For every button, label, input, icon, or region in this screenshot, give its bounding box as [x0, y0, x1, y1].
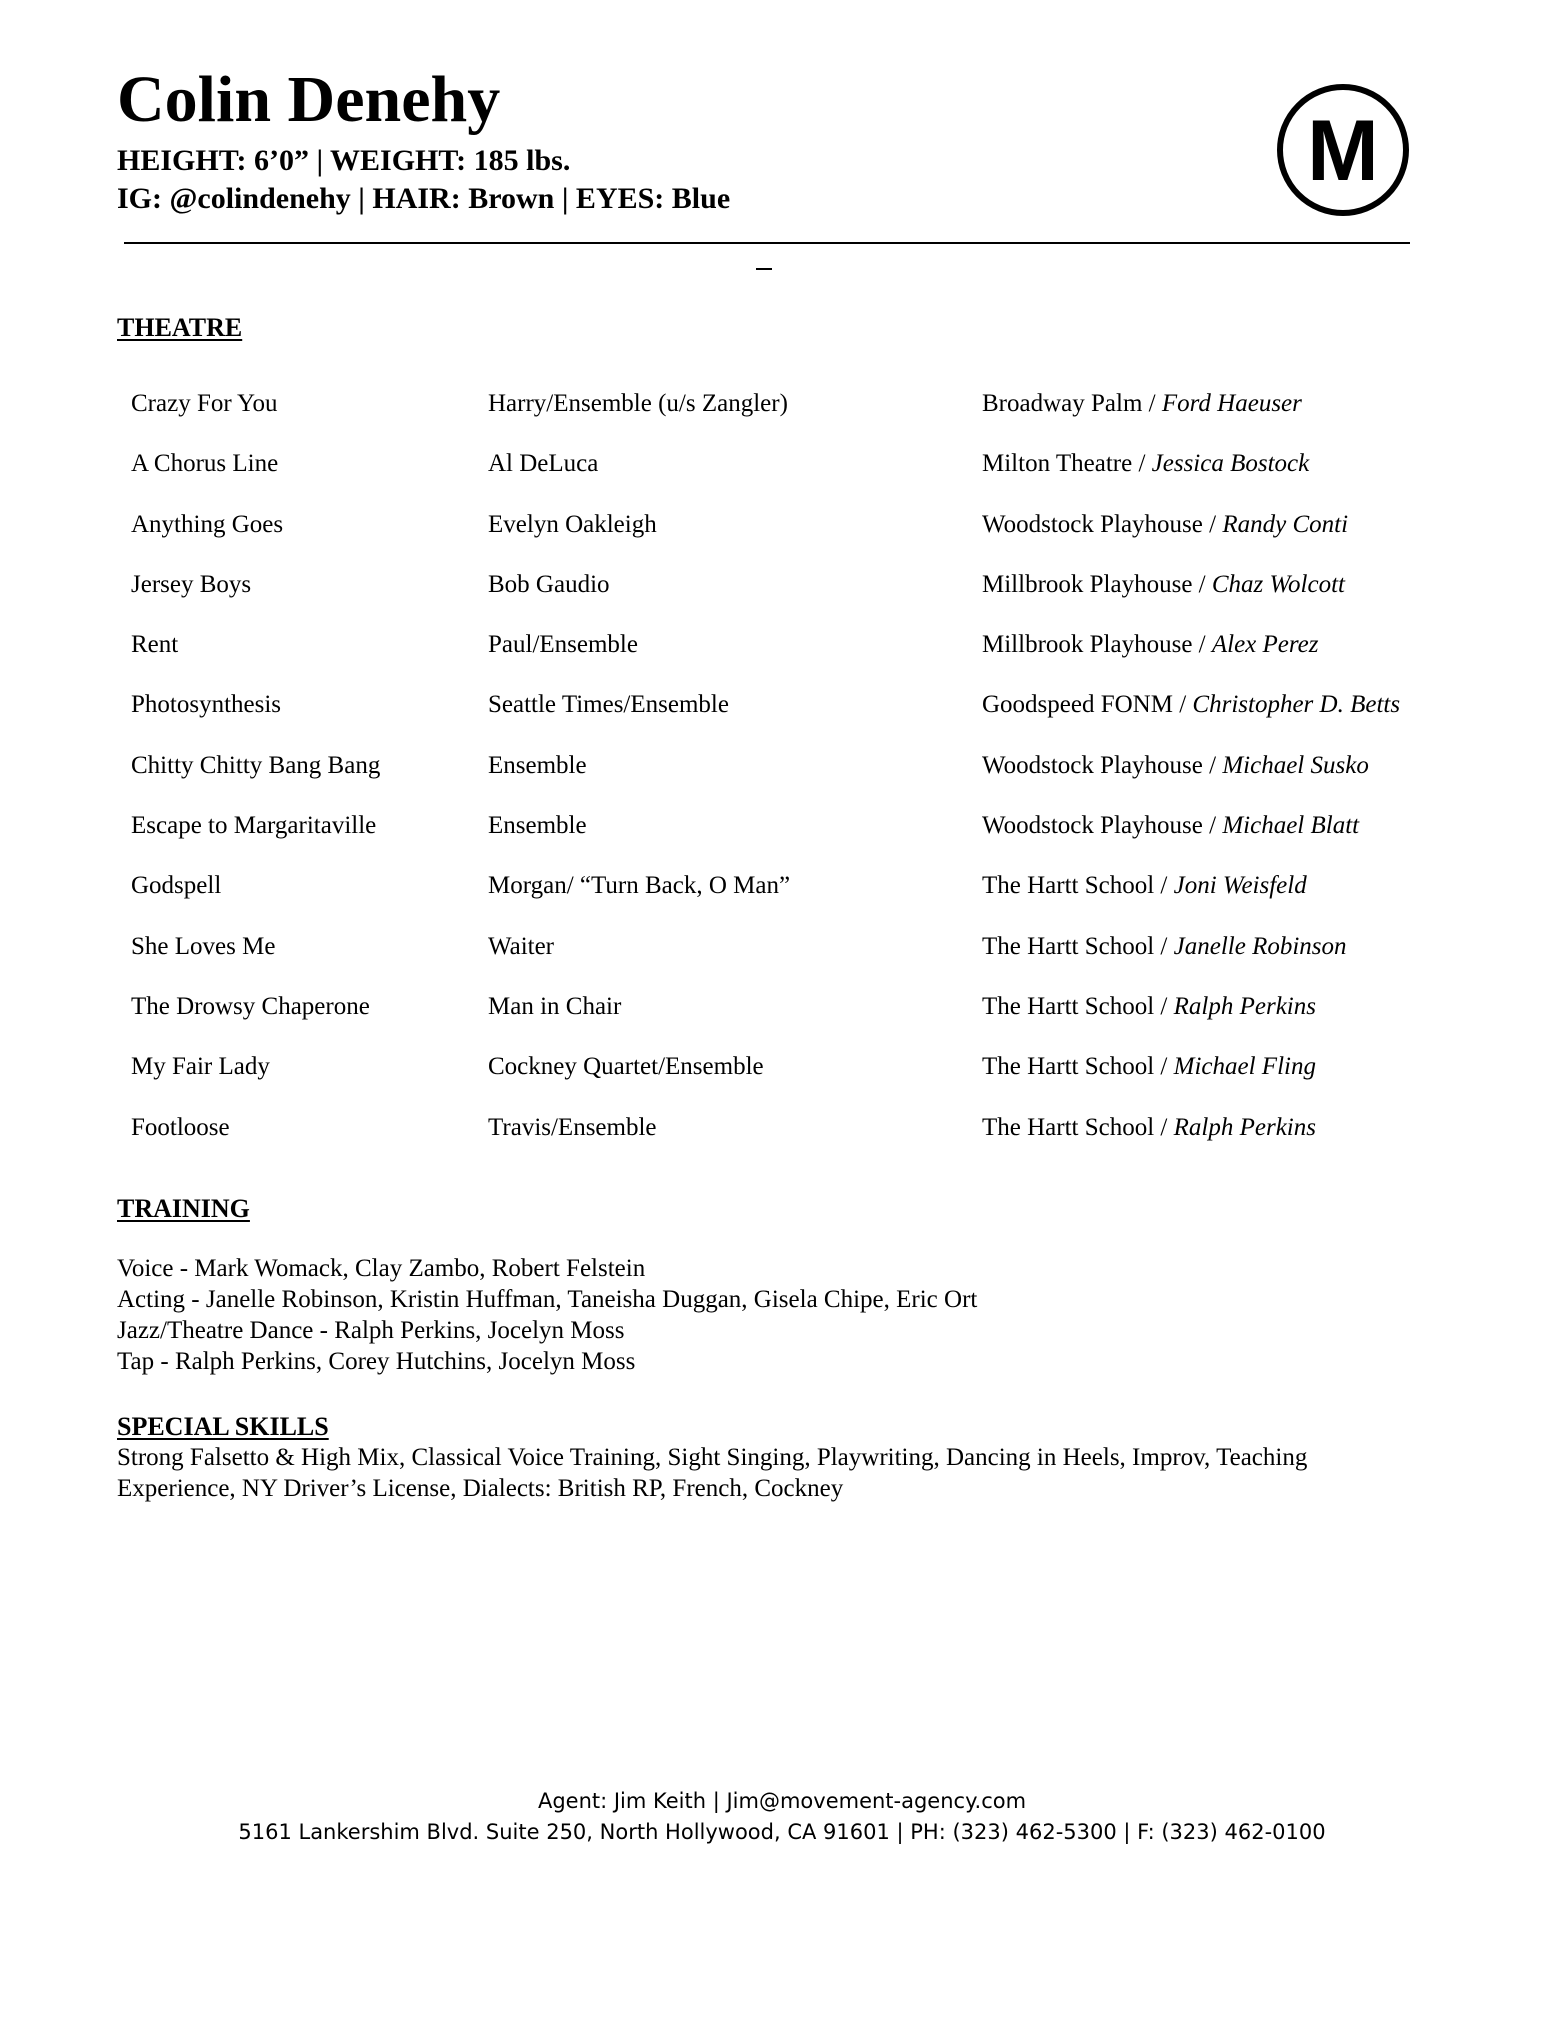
credit-row: [0, 568, 1564, 628]
training-acting: Acting - Janelle Robinson, Kristin Huffman, Taneisha Duggan, Gisela Chipe, Eric Ort: [117, 1286, 978, 1313]
credit-director: Janelle Robinson: [1173, 932, 1347, 960]
credit-role: Al DeLuca: [488, 450, 599, 478]
credit-director: Alex Perez: [1211, 631, 1319, 659]
stats-line-measurements: HEIGHT: 6’0” | WEIGHT: 185 lbs.: [117, 144, 571, 177]
training-voice: Voice - Mark Womack, Clay Zambo, Robert Felstein: [117, 1255, 646, 1282]
credit-row: [0, 990, 1564, 1050]
credit-director: Michael Blatt: [1222, 812, 1360, 840]
credit-row: [0, 930, 1564, 990]
credit-venue: The Hartt School /: [982, 932, 1174, 960]
credit-venue: Woodstock Playhouse /: [982, 751, 1223, 779]
credit-venue-director: [982, 387, 1302, 421]
credit-venue-director: [982, 869, 1307, 903]
credit-show: She Loves Me: [131, 932, 276, 960]
credit-director: Randy Conti: [1222, 510, 1349, 538]
credit-show: Godspell: [131, 872, 222, 900]
credit-role: Ensemble: [488, 812, 587, 840]
credit-role: Bob Gaudio: [488, 570, 610, 598]
credit-show: Anything Goes: [131, 510, 284, 538]
credit-venue-director: [982, 809, 1359, 843]
credit-venue: The Hartt School /: [982, 992, 1174, 1020]
special-skills-text: Strong Falsetto & High Mix, Classical Voice Training, Sight Singing, Playwriting, Dancing in Heels, Improv, Teaching Experience, NY Driver’s License, Dialects: British RP, French, Cockney: [117, 1444, 1308, 1502]
credit-venue-director: [982, 1111, 1316, 1145]
credit-venue: Broadway Palm /: [982, 390, 1162, 417]
credit-row: [0, 508, 1564, 568]
credit-row: [0, 688, 1564, 748]
credit-venue-director: [982, 1050, 1316, 1084]
credit-director: Jessica Bostock: [1151, 450, 1310, 478]
credit-row: [0, 628, 1564, 688]
credit-show: My Fair Lady: [131, 1053, 270, 1081]
credit-row: [0, 447, 1564, 507]
credit-role: Ensemble: [488, 751, 587, 779]
agent-contact-footer: [0, 1786, 1564, 1848]
credit-role: Harry/Ensemble (u/s Zangler): [488, 390, 788, 417]
credit-director: Joni Weisfeld: [1173, 872, 1307, 900]
credit-director: Christopher D. Betts: [1192, 691, 1401, 719]
credit-show: The Drowsy Chaperone: [131, 992, 370, 1020]
credit-venue: Woodstock Playhouse /: [982, 812, 1223, 840]
credit-row: [0, 1111, 1564, 1171]
credit-show: Jersey Boys: [131, 570, 252, 598]
credit-show: Photosynthesis: [131, 691, 282, 719]
theatre-credits-table: [0, 387, 1564, 1171]
header-divider: [124, 242, 1410, 244]
training-heading: TRAINING: [117, 1194, 250, 1223]
credit-venue: Goodspeed FONM /: [982, 691, 1193, 719]
credit-venue: The Hartt School /: [982, 1113, 1174, 1141]
credit-row: [0, 809, 1564, 869]
credit-venue-director: [982, 568, 1345, 602]
credit-show: A Chorus Line: [131, 450, 279, 478]
credit-show: Crazy For You: [131, 390, 278, 417]
stats-line-appearance: IG: @colindenehy | HAIR: Brown | EYES: Blue: [117, 182, 731, 215]
credit-row: [0, 749, 1564, 809]
credit-venue-director: [982, 749, 1369, 783]
agency-logo: [1276, 83, 1410, 217]
agency-address-line: 5161 Lankershim Blvd. Suite 250, North Hollywood, CA 91601 | PH: (323) 462-5300 | F: (323) 462-0100: [238, 1820, 1326, 1844]
divider-mark: [756, 268, 772, 270]
credit-show: Chitty Chitty Bang Bang: [131, 751, 381, 779]
training-dance: Jazz/Theatre Dance - Ralph Perkins, Jocelyn Moss: [117, 1317, 625, 1344]
credit-role: Waiter: [488, 932, 555, 960]
training-tap: Tap - Ralph Perkins, Corey Hutchins, Jocelyn Moss: [117, 1348, 636, 1375]
credit-venue: The Hartt School /: [982, 872, 1174, 900]
credit-role: Travis/Ensemble: [488, 1113, 657, 1141]
credit-venue-director: [982, 628, 1319, 662]
credit-row: [0, 869, 1564, 929]
credit-director: Ralph Perkins: [1173, 992, 1316, 1020]
credit-director: Ford Haeuser: [1161, 390, 1302, 417]
credit-role: Man in Chair: [488, 992, 622, 1020]
credit-row: [0, 1050, 1564, 1110]
credit-role: Seattle Times/Ensemble: [488, 691, 729, 719]
credit-role: Evelyn Oakleigh: [488, 510, 657, 538]
credit-director: Michael Susko: [1222, 751, 1369, 779]
credit-venue-director: [982, 508, 1348, 542]
special-skills-heading: SPECIAL SKILLS: [117, 1412, 329, 1441]
credit-venue-director: [982, 447, 1309, 481]
agency-logo-letter: M: [1307, 103, 1379, 199]
credit-director: Michael Fling: [1173, 1053, 1316, 1081]
credit-role: Paul/Ensemble: [488, 631, 638, 659]
credit-role: Cockney Quartet/Ensemble: [488, 1053, 764, 1081]
credit-venue: Milton Theatre /: [982, 450, 1152, 478]
training-list: [117, 1253, 977, 1377]
credit-venue-director: [982, 930, 1347, 964]
actor-stats: [117, 142, 730, 218]
agent-line: Agent: Jim Keith | Jim@movement-agency.com: [537, 1789, 1027, 1813]
credit-show: Footloose: [131, 1113, 230, 1141]
credit-show: Escape to Margaritaville: [131, 812, 377, 840]
credit-director: Chaz Wolcott: [1211, 570, 1345, 598]
credit-venue: Millbrook Playhouse /: [982, 570, 1212, 598]
credit-director: Ralph Perkins: [1173, 1113, 1316, 1141]
credit-show: Rent: [131, 631, 179, 659]
credit-venue-director: [982, 990, 1316, 1024]
credit-venue: Millbrook Playhouse /: [982, 631, 1212, 659]
credit-venue-director: [982, 688, 1400, 722]
credit-role: Morgan/ “Turn Back, O Man”: [488, 872, 791, 900]
theatre-heading: THEATRE: [117, 313, 243, 342]
credit-row: [0, 387, 1564, 447]
actor-name: Colin Denehy: [117, 63, 501, 136]
credit-venue: Woodstock Playhouse /: [982, 510, 1223, 538]
credit-venue: The Hartt School /: [982, 1053, 1174, 1081]
